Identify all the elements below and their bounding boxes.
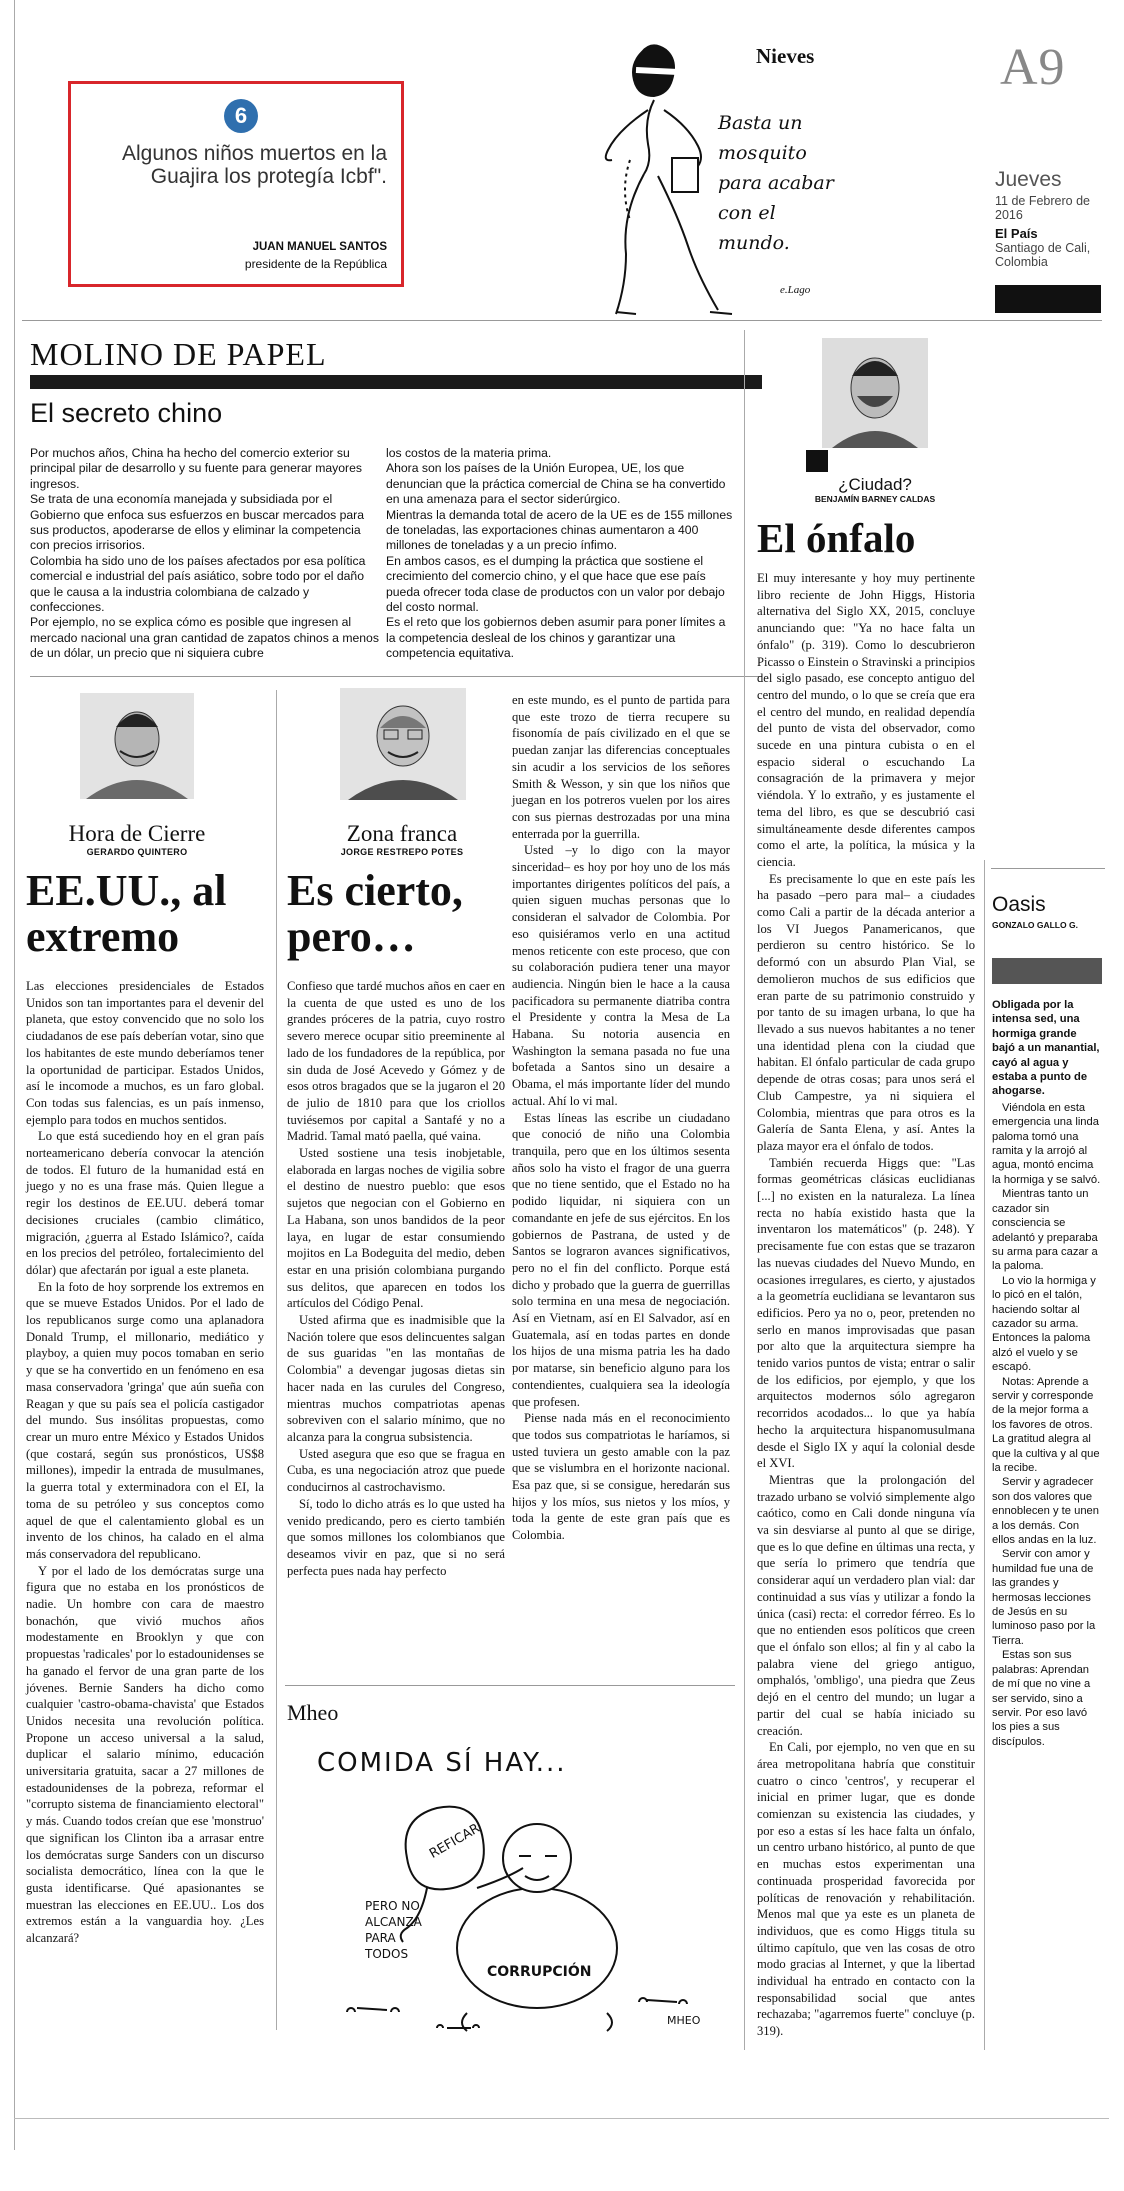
ciudad-title: El ónfalo: [757, 515, 916, 561]
editorial-title: El secreto chino: [30, 398, 223, 428]
nieves-signature: e.Lago: [780, 284, 811, 296]
mheo-drawing: [287, 1738, 735, 2038]
zona-paragraph: Usted sostiene una tesis inobjetable, elaborada en largas noches de vigilia sobre el destino de nuestro pueblo: que esos sujetos que negocian con el Gobierno en La Habana, son unos bandidos de la peor laya, en lugar de estar consumiendo mojitos en La Bodeguita del medio, deben estar en una prisión colombiana purgando sus delitos, que aparecen en todos los artículos del Código Penal.: [287, 1146, 505, 1311]
mheo-signature: MHEO: [667, 2014, 701, 2027]
ciudad-paragraph: También recuerda Higgs que: "Las formas geométricas clásicas euclidianas [...] no existen en la naturaleza. La línea recta no había existido hasta que la inventaron los matemáticos" (p. 248). Y precisamente fue con estas que se trazaron las nuevas ciudades del Nuevo Mundo, en ocasiones irregulares, es cierto, y ajustados a la geometría euclidiana se levantaron sus edificios. Pero ya no o, peor, pretenden no serlo en manos improvisadas que pasan por alto que la arquitectura siempre ha tenido varios puntos de vista; entrar o salir de los edificios, por ejemplo, y que los arquitectos modernos sólo agregaron recorridos acodados... lo que ya había hecho la arquitectura hispanomusulmana desde el Siglo IX y aquí la colonial desde el XVI.: [757, 1155, 975, 1471]
author-photo-barney: [822, 338, 928, 448]
zona-paragraph: Confieso que tardé muchos años en caer en la cuenta de que usted es uno de los grandes próceres de la patria, cuyo rostro severo merece ocupar sitio preeminente al lado de los fundadores de la república, por sin duda de José Acevedo y Gómez y de esos otros bragados que se la jugaron el 20 de julio de 1810 para que los criollos tuviésemos por capital a Santafé y no a Madrid. Tamal mató paella, qué vaina.: [287, 979, 505, 1144]
edition-day: Jueves: [995, 168, 1062, 191]
editorial-paragraph: Se trata de una economía manejada y subsidiada por el Gobierno que enfoca sus esfuerzos en buscar mercados para sus productos, apoderarse de ellos y eliminar la competencia con precios irrisorios.: [30, 492, 364, 553]
editorial-paragraph: Es el reto que los gobiernos deben asumir para poner límites a la competencia desleal de los chinos y garantizar una competencia equitativa.: [386, 615, 726, 661]
oasis-paragraph: Notas: Aprende a servir y corresponde de la mejor forma a los favores de otros. La gratitud alegra al que la cultiva y al que la recibe.: [992, 1375, 1100, 1474]
mheo-caption: COMIDA SÍ HAY...: [317, 1748, 567, 1778]
zona-body-col-1: [287, 978, 505, 1579]
nieves-title: Nieves: [756, 44, 815, 68]
zona-paragraph: Usted afirma que es inadmisible que la Nación tolere que esos delincuentes salgan de sus guaridas "en las montañas de Colombia" a devengar jugosas dietas sin hacer nada en las curules del Congreso, mientras muchos compatriotas apenas sobreviven con el salario mínimo, que no alcanza para la congrua subsistencia.: [287, 1313, 505, 1444]
quote-author: JUAN MANUEL SANTOS: [252, 241, 387, 253]
oasis-lead: Obligada por la intensa sed, una hormiga grande bajó a un manantial, cayó al agua y estaba a punto de ahogarse.: [992, 999, 1100, 1098]
author-photo-quintero: [80, 693, 194, 799]
paper-name: El País: [995, 226, 1038, 241]
footer-rule: [14, 2118, 1109, 2119]
oasis-paragraph: Servir y agradecer son dos valores que ennoblecen y te unen a los demás. Con ellos andas en la luz.: [992, 1476, 1099, 1547]
editorial-paragraph: Por ejemplo, no se explica cómo es posible que ingresen al mercado nacional una gran cantidad de zapatos chinos a menos de un dólar, un precio que ni siquiera cubre: [30, 615, 379, 661]
quote-role: presidente de la República: [244, 257, 387, 271]
oasis-bar: [992, 958, 1102, 984]
edition-date: 11 de Febrero de 2016: [995, 194, 1090, 222]
zona-paragraph: Sí, todo lo dicho atrás es lo que usted ha venido predicando, pero es cierto también que somos millones los colombianos que deseamos vivir en paz, que si no será perfecta pues nada hay perfecto: [287, 1496, 505, 1578]
oasis-section: Oasis: [992, 893, 1046, 916]
oasis-author: GONZALO GALLO G.: [992, 920, 1078, 930]
editorial-section-title: MOLINO DE PAPEL: [30, 336, 327, 372]
quote-text: Algunos niños muertos en la Guajira los protegía Icbf".: [122, 142, 387, 188]
mheo-cartoon: [287, 1738, 735, 2038]
zona-paragraph: en este mundo, es el punto de partida para que este trozo de tierra recupere su fisonomía de país civilizado en el que se puedan zanjar las diferencias conceptuales sin acudir a los servicios de los señores Smith & Wesson, y sin que los niños que juegan en los potreros vuelen por los aires con sus piernas destrozadas por una mina enterrada por la guerrilla.: [512, 693, 730, 841]
hora-author: GERARDO QUINTERO: [86, 847, 188, 857]
oasis-paragraph: Viéndola en esta emergencia una linda paloma tomó una ramita y la arrojó al agua, montó encima la hormiga y se salvó.: [992, 1101, 1101, 1186]
editorial-paragraph: Colombia ha sido uno de los países afectados por esa política comercial e industrial del país asiático, sobre todo por el daño que le causa a la industria colombiana de calzado y confecciones.: [30, 553, 366, 615]
ciudad-paragraph: El muy interesante y hoy muy pertinente libro reciente de John Higgs, Historia alternativa del Siglo XX, 2015, concluye anunciando que: "Ya no hace falta un ónfalo" (p. 319). Como lo descubrieron Picasso o Einstein o Stravinski a principios del siglo pasado, ese concepto antiguo del centro del mundo, o lo que se creía que era el centro del mundo, en realidad dependía del punto de vista del observador, como sucede en una pintura cubista o en el espacio sideral o escuchando La consagración de la primavera y mejor viéndola. Y lo extraño, y es justamente el tema del libro, es que se descubrió casi simultáneamente desde diferentes campos como el arte, la política, la música y la ciencia.: [757, 571, 975, 869]
zona-paragraph: Usted –y lo digo con la mayor sinceridad– es hoy por hoy uno de los más importantes dirigentes políticos del país, a quien siguen muchas personas que lo consideran el salvador de Colombia. Por eso quisiéramos verlo en una actitud menos reticente con este proceso, que con su colaboración pudiera tener una mayor audiencia. Ningún bien le hace a la causa pacificadora su permanente diatriba contra el Presidente y contra la Mesa de La Habana. Su notoria ausencia en Washington la semana pasada no fue una bofetada a Santos sino un desaire a Obama, el más importante líder del mundo actual. Ahí lo vi mal.: [512, 843, 730, 1108]
col-rule-3: [984, 860, 985, 2050]
left-rule: [14, 0, 15, 2150]
editorial-bar: [30, 375, 762, 389]
hora-paragraph: Las elecciones presidenciales de Estados Unidos son tan importantes para el devenir del planeta, que estoy convencido que no solo los ciudadanos de ese país deberían votar, sino que los habitantes de este mundo deberíamos tener la oportunidad de participar. Estados Unidos, así le incomode a muchos, es un faro global. Con todas sus falencias, es un país inmenso, ejemplo para todos en muchos sentidos.: [26, 979, 264, 1127]
zona-paragraph: Estas líneas las escribe un ciudadano que conoció de niño una Colombia tranquila, pero que en los últimos sesenta años solo ha visto el fragor de una guerra que no tiene sentido, que el Estado no ha podido liquidar, ni siquiera con un comandante en jefe de sus ejércitos. En los gobiernos de Pastrana, de usted y de Santos se lograron avances significativos, pero no el fin del conflicto. Porque está dicho y probado que la guerra de guerrillas solo termina en una mesa de negociación. Así en Vietnam, así en El Salvador, así en Guatemala, así en todas partes en donde los hijos de una misma patria les ha dado por matarse, sin beneficio alguno para los contendientes, cualquiera sea la ideología que profesen.: [512, 1110, 730, 1409]
oasis-top-rule: [991, 868, 1105, 869]
oasis-paragraph: Servir con amor y humildad fue una de las grandes y hermosas lecciones de Jesús en su luminoso paso por la Tierra.: [992, 1548, 1096, 1647]
ciudad-paragraph: Mientras que la prolongación del trazado urbano se volvió simplemente algo caótico, como en Cali donde ninguna vía va sin desviarse al punto al que se dirige, que es lo que define en últimas una recta, y que sería lo primero que tendría que considerar aquí un verdadero plan vial: dar continuidad a sus vías y utilizar a fondo la única (casi) recta: el corredor férreo. Es lo que no entienden esos políticos que creen que el ónfalo son ellos; al fin y al cabo la palabra viene del griego antiguo, omphalós, 'ombligo', una piedra que Zeus dejó en el centro del mundo; un lugar a partir del cual se había iniciado su creación.: [757, 1472, 975, 1738]
blindfolded-girl-drawing: [560, 40, 740, 320]
hora-body: [26, 978, 264, 1947]
author-photo-restrepo: [340, 688, 466, 800]
paper-city: Santiago de Cali, Colombia: [995, 241, 1091, 269]
hora-title: EE.UU., al extremo: [26, 866, 227, 961]
zona-section: Zona franca: [346, 821, 458, 846]
ciudad-section: ¿Ciudad?: [838, 475, 912, 494]
hora-paragraph: En la foto de hoy sorprende los extremos en que se mueve Estados Unidos. Por el lado de los republicanos surge como una aplanadora Donald Trump, el millonario, mediático y playboy, a quien muy pocos tomaban en serio y que se ha convertido en un fenómeno en esa masa conservadora 'gringa' que aún sueña con Reagan y que su país sea el policía castigador del mundo. Sus insólitas propuestas, como crear un muro entre México y Estados Unidos (que costará, según sus pronósticos, US$8 millones), impedir la entrada de musulmanes, la guerra total y exterminadora con el EI, la toma de su petróleo y sus conceptos como aquel de que el calentamiento global es un invento de los chinos, ha calado en el alma más conservadora del republicano.: [26, 1279, 264, 1561]
editorial-paragraph: Por muchos años, China ha hecho del comercio exterior su principal pilar de desarrollo y su fuente para generar mayores ingresos.: [30, 446, 362, 491]
mheo-bag-label: REFICAR: [426, 1821, 483, 1862]
hora-paragraph: Y por el lado de los demócratas surge una figura que no estaba en los pronósticos de nadie. Un hombre con cara de maestro bonachón, que vivió muchos años modestamente en Brooklyn y que con propuestas 'radicales' por lo estadounidenses se ha ganado el fervor de una gran parte de los jóvenes. Bernie Sanders ha dicho como cualquier 'castro-obama-chavista' que Estados Unidos necesita una revolución política. Propone un acceso universal a la salud, duplicar el salario mínimo, educación universitaria gratuita, sacar a 27 millones de estadounidenses de la pobreza, reformar el "corrupto sistema de financiamiento electoral" y más. Cuando todos creían que ese 'monstruo' que significan los Clinton iba a arrasar entre los demócratas surge Sanders con un discurso socialista democrático, línea con la que le gusta identificarse. Qué apasionantes se muestran las elecciones en EE.UU.. Los dos extremos están a la vanguardia hoy. ¿Les alcanzará?: [26, 1563, 264, 1946]
mheo-section: Mheo: [287, 1700, 339, 1725]
zona-body-col-2: [512, 692, 730, 1544]
col-rule-2: [744, 330, 745, 2050]
col-rule-1: [276, 690, 277, 2030]
editorial-paragraph: Ahora son los países de la Unión Europea, UE, los que denuncian que la práctica comercial de China se ha convertido en una amenaza para el sector siderúrgico.: [386, 461, 726, 507]
quote-box: [68, 81, 404, 287]
zona-title: Es cierto, pero…: [287, 866, 463, 961]
editorial-paragraph: Mientras la demanda total de acero de la UE es de 155 millones de toneladas, las exportaciones chinas aumentaron a 400 millones de toneladas y a un precio ínfimo.: [386, 507, 733, 553]
author-box-barney: [806, 450, 828, 472]
editorial-paragraph: los costos de la materia prima.: [386, 446, 552, 460]
date-bar: [995, 285, 1101, 313]
page-number: A9: [1000, 39, 1066, 96]
ciudad-body: [757, 570, 975, 2040]
ciudad-paragraph: Es precisamente lo que en este país les ha pasado –pero para mal– a ciudades como Cali a partir de la década anterior a los VI Juegos Panamericanos, que perdieron su centro histórico. Se lo deformó con un absurdo Plan Vial, se demolieron muchos de sus edificios que eran parte de su patrimonio construido y por tanto de su imagen urbana, lo que ha llevado a sus nuevos habitantes a no tener una identidad plena con la ciudad que habitan. El ónfalo particular de cada grupo depende de otras cosas; para unos será el Club Campestre, ya ni siquiera el Colombia, mientras que para otros es la Galería de Santa Elena, y así. Antes la plaza mayor era el ónfalo de todos.: [757, 871, 975, 1153]
ciudad-paragraph: En Cali, por ejemplo, no ven que en su área metropolitana habría que constituir cuatro o cinco 'centros', y recuperar el inicial en primer lugar, que es donde comienzan su existencia las ciudades, y por eso a estas sí les hace falta un ónfalo, un centro urbano histórico, al punto de que en muchas estos experimentan una continuada prosperidad favorecida por políticas de renovación y rehabilitación. Menos mal que ya este es un planeta de individuos, que es como Higgs titula su último capítulo, que ven las cosas de otro modo gracias al Internet, y que la libertad individual ha entrado en contacto con la responsabilidad social que antes rechazaba; "agarremos fuerte" concluye (p. 319).: [757, 1740, 975, 2039]
mheo-belly-label: CORRUPCIÓN: [487, 1964, 592, 1980]
quote-badge: 6: [224, 99, 258, 133]
oasis-paragraph: Mientras tanto un cazador sin consciencia se adelantó y preparaba su arma para cazar a la paloma.: [992, 1188, 1098, 1273]
oasis-paragraph: Estas son sus palabras: Aprendan de mí que no vine a ser servido, sino a servir. Por eso lavó los pies a sus discípulos.: [992, 1649, 1091, 1748]
editorial-bottom-rule: [30, 676, 762, 677]
editorial-col-1: [30, 446, 382, 662]
hora-section: Hora de Cierre: [68, 821, 206, 846]
header-rule: [22, 320, 1102, 321]
oasis-body: [992, 998, 1102, 1749]
zona-paragraph: Piense nada más en el reconocimiento que todos sus compatriotas le haríamos, si usted tuviera un gesto amable con la paz que se vislumbra en el horizonte nacional. Esa paz que, si se consigue, heredarán sus hijos y los míos, sus nietos y los míos, y toda la gente de este gran país que es Colombia.: [512, 1411, 730, 1543]
zona-paragraph: Usted asegura que eso que se fragua en Cuba, es una negociación atroz que puede conducirnos al castrochavismo.: [287, 1446, 505, 1495]
nieves-handwriting: Basta un mosquito para acabar con el mundo.: [718, 112, 834, 254]
zona-author: JORGE RESTREPO POTES: [340, 847, 464, 857]
mheo-top-rule: [285, 1685, 735, 1686]
editorial-paragraph: En ambos casos, es el dumping la práctica que sostiene el crecimiento del comercio chino, y el que hace que ese país pueda ofrecer toda clase de productos con un valor por debajo del costo normal.: [386, 553, 725, 615]
oasis-paragraph: Lo vio la hormiga y lo picó en el talón, haciendo soltar al cazador su arma. Entonces la paloma alzó el vuelo y se escapó.: [992, 1274, 1096, 1374]
mheo-child-label: PERO NO ALCANZA PARA TODOS: [365, 1899, 422, 1961]
ciudad-author: BENJAMÍN BARNEY CALDAS: [814, 494, 936, 504]
nieves-cartoon: [560, 40, 920, 320]
hora-paragraph: Lo que está sucediendo hoy en el gran país norteamericano debería convocar la atención de todos. El futuro de la humanidad está en juego y no es una frase más. Quien llegue a regir los destinos de EE.UU. deberá tomar decisiones cruciales (cambio climático, migración, ¿guerra al Estado Islámico?, caída en los precios del petróleo, fortalecimiento del dólar) que afectarán por igual a este planeta.: [26, 1129, 264, 1277]
editorial-col-2: [386, 446, 738, 662]
